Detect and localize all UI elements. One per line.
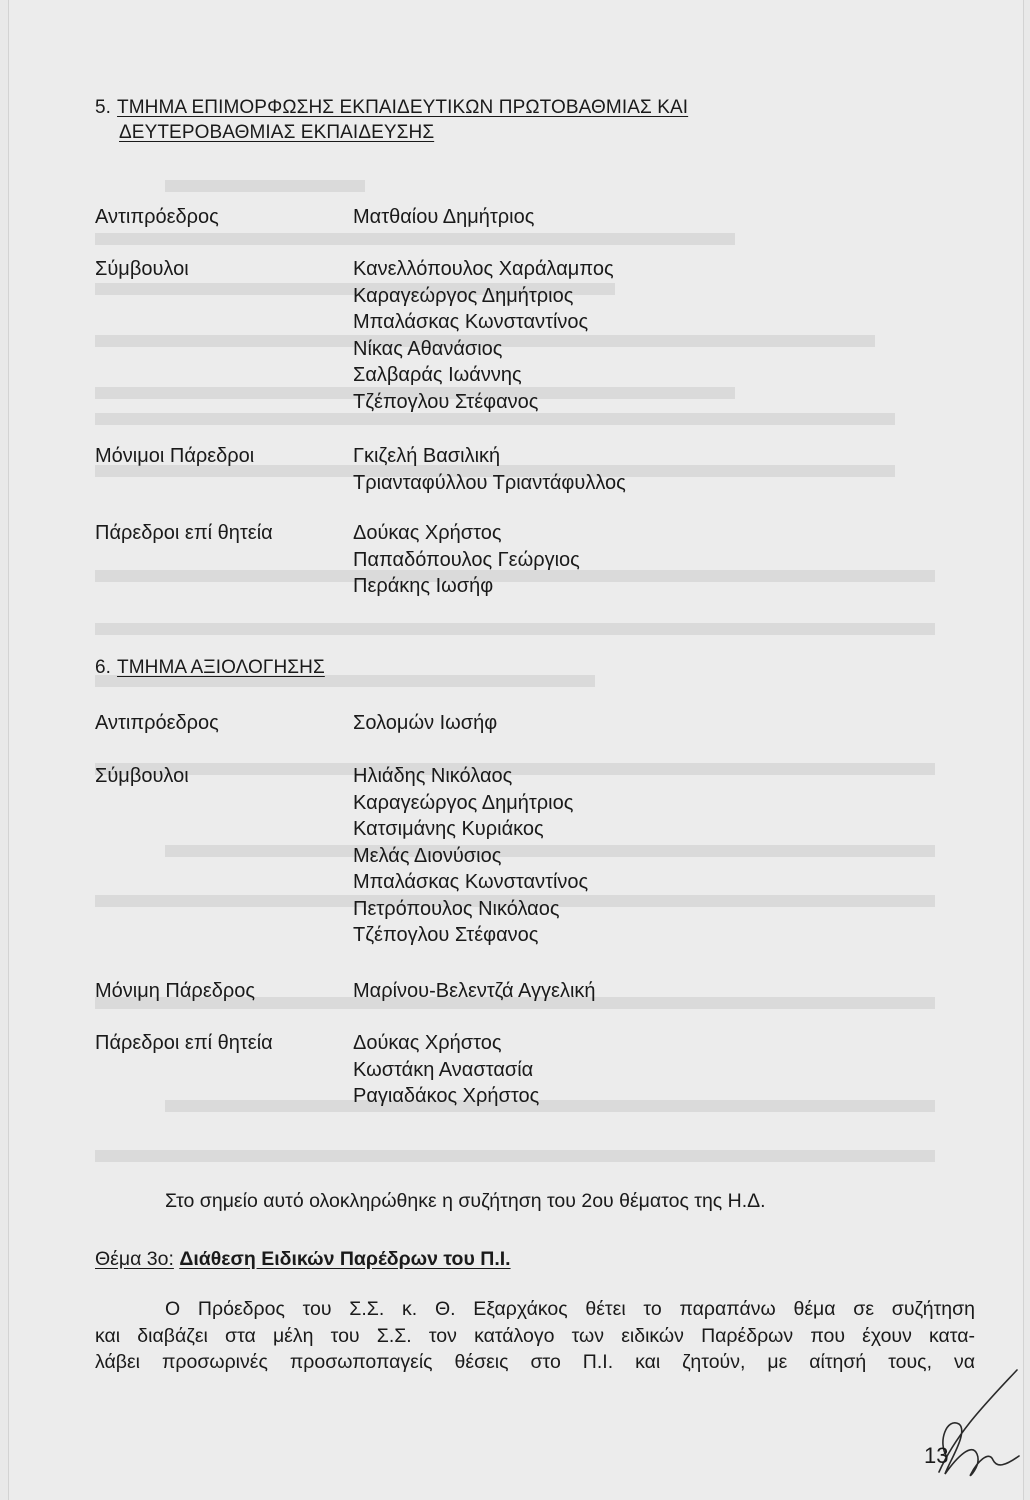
s6-role-term-assessors: Πάρεδροι επί θητεία [95, 1032, 273, 1054]
member-name: Περάκης Ιωσήφ [353, 575, 494, 597]
member-name: Μελάς Διονύσιος [353, 844, 502, 867]
s5-vice-president-names [353, 204, 534, 231]
member-name: Μαρίνου-Βελεντζά Αγγελική [353, 980, 596, 1002]
member-name: Δούκας Χρήστος [353, 522, 502, 544]
s6-advisors-names [353, 763, 588, 949]
s5-term-assessors-names [353, 520, 580, 600]
member-name: Κατσιμάνης Κυριάκος [353, 818, 544, 840]
member-name: Ηλιάδης Νικόλαος [353, 765, 513, 787]
member-name: Νίκας Αθανάσιος [353, 337, 503, 360]
s6-role-permanent-assessor: Μόνιμη Πάρεδρος [95, 980, 255, 1002]
topic3-title: Διάθεση Ειδικών Παρέδρων του Π.Ι. [179, 1248, 511, 1270]
section5-title-line1: ΤΜΗΜΑ ΕΠΙΜΟΡΦΩΣΗΣ ΕΚΠΑΙΔΕΥΤΙΚΩΝ ΠΡΩΤΟΒΑΘΜΙΑΣ ΚΑΙ [117, 97, 689, 118]
s6-term-assessors-names [353, 1030, 539, 1110]
s6-permanent-assessor-names [353, 978, 596, 1005]
paragraph-line: και διαβάζει στα μέλη του Σ.Σ. τον κατάλογο των ειδικών Παρέδρων που έχουν κατα- [95, 1324, 975, 1347]
member-name: Τριανταφύλλου Τριαντάφυλλος [353, 471, 626, 494]
member-name: Κανελλόπουλος Χαράλαμπος [353, 258, 614, 280]
s5-permanent-assessors-names [353, 443, 626, 496]
member-name: Δούκας Χρήστος [353, 1032, 502, 1054]
topic3-label: Θέμα 3ο: [95, 1248, 174, 1270]
s5-advisors-names [353, 256, 614, 415]
s5-role-term-assessors: Πάρεδροι επί θητεία [95, 522, 273, 544]
conclusion-text: Στο σημείο αυτό ολοκληρώθηκε η συζήτηση του 2ου θέματος της Η.Δ. [165, 1190, 766, 1212]
s5-role-vice-president: Αντιπρόεδρος [95, 206, 219, 228]
s6-role-advisors: Σύμβουλοι [95, 765, 189, 787]
member-name: Ματθαίου Δημήτριος [353, 206, 535, 228]
member-name: Κωστάκη Αναστασία [353, 1058, 534, 1081]
member-name: Μπαλάσκας Κωνσταντίνος [353, 311, 589, 333]
s5-role-advisors: Σύμβουλοι [95, 258, 189, 280]
member-name: Καραγεώργος Δημήτριος [353, 284, 574, 307]
member-name: Πετρόπουλος Νικόλαος [353, 897, 560, 920]
section6-number: 6. [95, 657, 112, 678]
section5-heading [95, 95, 688, 145]
member-name: Σαλβαράς Ιωάννης [353, 364, 522, 386]
section6-title: ΤΜΗΜΑ ΑΞΙΟΛΟΓΗΣΗΣ [117, 657, 325, 678]
paragraph-line: λάβει προσωρινές προσωποπαγείς θέσεις στο Π.Ι. και ζητούν, με αίτησή τους, να [95, 1351, 975, 1373]
paragraph-line: Ο Πρόεδρος του Σ.Σ. κ. Θ. Εξαρχάκος θέτει το παραπάνω θέμα σε συζήτηση [165, 1298, 975, 1320]
topic3-paragraph [95, 1296, 975, 1376]
member-name: Σολομών Ιωσήφ [353, 712, 498, 734]
section5-number: 5. [95, 97, 112, 118]
s6-vice-president-names [353, 710, 497, 737]
member-name: Μπαλάσκας Κωνσταντίνος [353, 871, 589, 893]
member-name: Ραγιαδάκος Χρήστος [353, 1085, 540, 1107]
s6-role-vice-president: Αντιπρόεδρος [95, 712, 219, 734]
signature-mark [927, 1362, 1027, 1492]
member-name: Καραγεώργος Δημήτριος [353, 791, 574, 814]
member-name: Τζέπογλου Στέφανος [353, 924, 539, 946]
topic3-heading [95, 1246, 511, 1272]
section6-heading [95, 655, 325, 680]
page-number: 13 [924, 1443, 949, 1468]
member-name: Γκιζελή Βασιλική [353, 445, 501, 467]
member-name: Παπαδόπουλος Γεώργιος [353, 548, 580, 571]
member-name: Τζέπογλου Στέφανος [353, 390, 539, 413]
section5-title-line2: ΔΕΥΤΕΡΟΒΑΘΜΙΑΣ ΕΚΠΑΙΔΕΥΣΗΣ [119, 122, 435, 143]
s5-role-permanent-assessors: Μόνιμοι Πάρεδροι [95, 445, 255, 467]
document-page [8, 0, 1024, 1500]
